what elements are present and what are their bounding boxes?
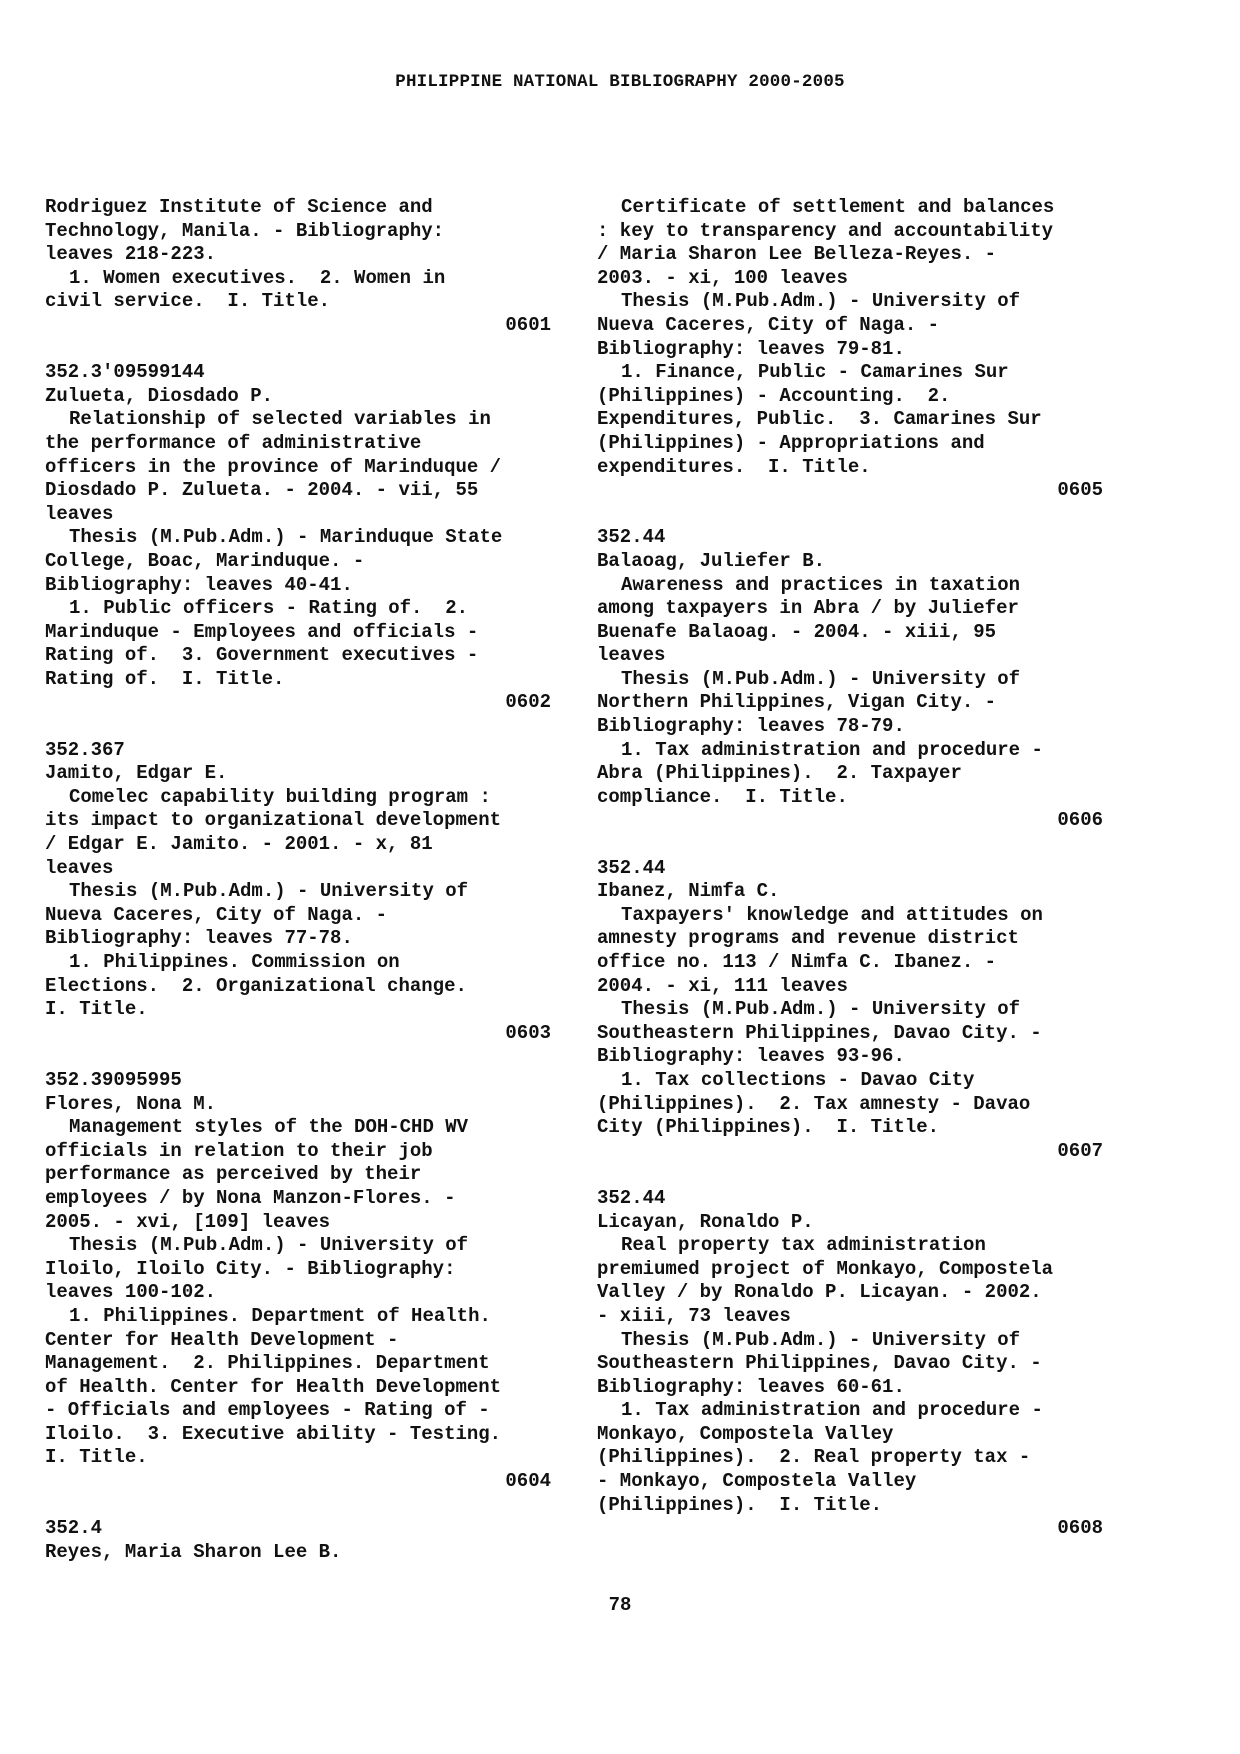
entry-description-line: 2005. - xvi, [109] leaves: [45, 1210, 331, 1233]
entry-separator: [45, 1045, 551, 1069]
entry-separator: [597, 833, 1103, 857]
left-column: [45, 196, 551, 1564]
entry-description-line: Management styles of the DOH-CHD WV: [69, 1116, 469, 1139]
entry-author: Reyes, Maria Sharon Lee B.: [45, 1540, 342, 1563]
entry-number: 0602: [505, 691, 551, 714]
bibliography-entry: [597, 526, 1103, 833]
entry-description-line: Buenafe Balaoag. - 2004. - xiii, 95: [597, 620, 997, 643]
entry-number: 0601: [505, 313, 551, 336]
entry-subjects-line: 1. Philippines. Commission on: [69, 951, 400, 973]
entry-description-line: Relationship of selected variables in: [69, 408, 491, 431]
entry-description-line: - xiii, 73 leaves: [597, 1304, 791, 1327]
entry-description-line: / Maria Sharon Lee Belleza-Reyes. -: [597, 243, 997, 266]
entry-author: Jamito, Edgar E.: [45, 762, 228, 785]
entry-note-line: Bibliography: leaves 60-61.: [597, 1375, 905, 1398]
call-number: 352.44: [597, 856, 666, 879]
entry-note-line: Thesis (M.Pub.Adm.) - University of: [621, 1328, 1021, 1351]
entry-subjects-line: - Monkayo, Compostela Valley: [597, 1470, 917, 1493]
entry-note-line: Thesis (M.Pub.Adm.) - Marinduque State: [69, 526, 503, 549]
entry-subjects-line: Expenditures, Public. 3. Camarines Sur: [597, 408, 1042, 431]
entry-subjects-line: I. Title.: [45, 1446, 148, 1469]
entry-subjects-line: 1. Finance, Public - Camarines Sur: [621, 361, 1009, 384]
entry-note-line: Bibliography: leaves 78-79.: [597, 715, 905, 738]
call-number: 352.44: [597, 1186, 666, 1209]
entry-subjects-line: Monkayo, Compostela Valley: [597, 1422, 894, 1445]
entry-note-line: Nueva Caceres, City of Naga. -: [597, 313, 940, 336]
entry-note-line: Bibliography: leaves 79-81.: [597, 337, 905, 360]
entry-subjects-line: 1. Tax administration and procedure -: [621, 738, 1043, 761]
entry-number: 0604: [505, 1470, 551, 1493]
entry-author: Licayan, Ronaldo P.: [597, 1210, 814, 1233]
entry-subjects-line: 1. Public officers - Rating of. 2.: [69, 597, 469, 620]
entry-description-line: premiumed project of Monkayo, Compostela: [597, 1257, 1054, 1280]
entry-note-line: Southeastern Philippines, Davao City. -: [597, 1352, 1042, 1375]
running-head: PHILIPPINE NATIONAL BIBLIOGRAPHY 2000-2005: [395, 72, 845, 92]
entry-number: 0605: [1057, 479, 1103, 502]
entry-separator: [45, 338, 551, 362]
entry-description-line: / Edgar E. Jamito. - 2001. - x, 81: [45, 833, 433, 856]
entry-note-line: Northern Philippines, Vigan City. -: [597, 691, 997, 714]
entry-subjects-line: City (Philippines). I. Title.: [597, 1116, 940, 1139]
entry-description-line: performance as perceived by their: [45, 1163, 422, 1186]
entry-subjects-line: expenditures. I. Title.: [597, 455, 871, 478]
entry-subjects-line: (Philippines). 2. Real property tax -: [597, 1446, 1031, 1469]
entry-subjects-line: compliance. I. Title.: [597, 785, 848, 808]
bibliography-entry: [597, 857, 1103, 1164]
entry-line: Rodriguez Institute of Science and: [45, 196, 433, 218]
entry-note-line: leaves 100-102.: [45, 1281, 217, 1304]
entry-subjects-line: - Officials and employees - Rating of -: [45, 1399, 490, 1422]
call-number: 352.4: [45, 1517, 103, 1540]
entry-description-line: leaves: [597, 644, 666, 667]
entry-note-line: Iloilo, Iloilo City. - Bibliography:: [45, 1257, 456, 1280]
entry-subjects-line: 1. Philippines. Department of Health.: [69, 1304, 491, 1327]
entry-line: leaves 218-223.: [45, 243, 217, 266]
entry-description-line: leaves: [45, 502, 114, 525]
page-number: 78: [608, 1594, 632, 1616]
continued-entry: [45, 196, 551, 338]
entry-description-line: Real property tax administration: [621, 1234, 986, 1257]
entry-description-line: Taxpayers' knowledge and attitudes on: [621, 903, 1043, 926]
call-number: 352.39095995: [45, 1068, 182, 1091]
entry-description-line: Certificate of settlement and balances: [621, 196, 1055, 218]
entry-description-line: leaves: [45, 856, 114, 879]
entry-author: Flores, Nona M.: [45, 1092, 217, 1115]
entry-number: 0608: [1057, 1517, 1103, 1540]
entry-number: 0603: [505, 1021, 551, 1044]
entry-number: 0606: [1057, 809, 1103, 832]
entry-description-line: amnesty programs and revenue district: [597, 927, 1019, 950]
entry-note-line: Thesis (M.Pub.Adm.) - University of: [621, 998, 1021, 1021]
entry-separator: [45, 715, 551, 739]
entry-subjects-line: I. Title.: [45, 998, 148, 1021]
entry-subjects-line: (Philippines) - Appropriations and: [597, 431, 985, 454]
entry-description-line: its impact to organizational development: [45, 809, 502, 832]
call-number: 352.367: [45, 738, 125, 761]
entry-description-line: Awareness and practices in taxation: [621, 573, 1021, 596]
entry-author: Ibanez, Nimfa C.: [597, 880, 780, 903]
entry-subjects-line: (Philippines). I. Title.: [597, 1493, 883, 1516]
entry-description-line: employees / by Nona Manzon-Flores. -: [45, 1186, 456, 1209]
entry-subjects-line: Rating of. I. Title.: [45, 667, 285, 690]
entry-subjects-line: Iloilo. 3. Executive ability - Testing.: [45, 1422, 502, 1445]
entry-separator: [597, 503, 1103, 527]
bibliography-entry: [45, 1069, 551, 1494]
entry-subjects-line: Management. 2. Philippines. Department: [45, 1352, 490, 1375]
bibliography-entry: [45, 1517, 551, 1564]
bibliography-entry: [45, 739, 551, 1046]
entry-separator: [597, 1163, 1103, 1187]
entry-note-line: Bibliography: leaves 93-96.: [597, 1045, 905, 1068]
entry-author: Balaoag, Juliefer B.: [597, 549, 826, 572]
entry-note-line: Thesis (M.Pub.Adm.) - University of: [69, 880, 469, 903]
entry-description-line: office no. 113 / Nimfa C. Ibanez. -: [597, 951, 997, 973]
entry-subjects-line: (Philippines) - Accounting. 2.: [597, 384, 951, 407]
entry-subjects-line: 1. Tax collections - Davao City: [621, 1068, 975, 1091]
entry-subjects-line: 1. Tax administration and procedure -: [621, 1399, 1043, 1422]
bibliography-entry: [45, 361, 551, 715]
entry-subjects-line: Marinduque - Employees and officials -: [45, 620, 479, 643]
entry-line: Technology, Manila. - Bibliography:: [45, 219, 445, 242]
entry-separator: [45, 1494, 551, 1518]
entry-note-line: Thesis (M.Pub.Adm.) - University of: [69, 1234, 469, 1257]
entry-description-line: among taxpayers in Abra / by Juliefer: [597, 597, 1019, 620]
entry-subjects-line: Elections. 2. Organizational change.: [45, 974, 467, 997]
entry-note-line: Thesis (M.Pub.Adm.) - University of: [621, 290, 1021, 313]
entry-note-line: Thesis (M.Pub.Adm.) - University of: [621, 667, 1021, 690]
entry-line: civil service. I. Title.: [45, 290, 331, 313]
entry-description-line: Diosdado P. Zulueta. - 2004. - vii, 55: [45, 479, 479, 502]
bibliography-entry: [597, 1187, 1103, 1541]
entry-description-line: the performance of administrative: [45, 431, 422, 454]
entry-line: 1. Women executives. 2. Women in: [69, 266, 446, 289]
entry-subjects-line: Abra (Philippines). 2. Taxpayer: [597, 762, 962, 785]
right-column: [597, 196, 1103, 1541]
entry-note-line: Bibliography: leaves 77-78.: [45, 927, 353, 950]
call-number: 352.3'09599144: [45, 361, 205, 384]
entry-description-line: : key to transparency and accountability: [597, 219, 1054, 242]
entry-note-line: Bibliography: leaves 40-41.: [45, 573, 353, 596]
entry-description-line: officials in relation to their job: [45, 1139, 433, 1162]
entry-note-line: Nueva Caceres, City of Naga. -: [45, 903, 388, 926]
continued-entry: [597, 196, 1103, 503]
entry-subjects-line: Center for Health Development -: [45, 1328, 399, 1351]
entry-subjects-line: (Philippines). 2. Tax amnesty - Davao: [597, 1092, 1031, 1115]
entry-author: Zulueta, Diosdado P.: [45, 384, 274, 407]
entry-subjects-line: of Health. Center for Health Development: [45, 1375, 502, 1398]
entry-subjects-line: Rating of. 3. Government executives -: [45, 644, 479, 667]
entry-description-line: 2003. - xi, 100 leaves: [597, 266, 848, 289]
entry-number: 0607: [1057, 1139, 1103, 1162]
entry-description-line: Valley / by Ronaldo P. Licayan. - 2002.: [597, 1281, 1042, 1304]
call-number: 352.44: [597, 526, 666, 549]
entry-description-line: 2004. - xi, 111 leaves: [597, 974, 848, 997]
entry-description-line: Comelec capability building program :: [69, 785, 491, 808]
entry-description-line: officers in the province of Marinduque /: [45, 455, 502, 478]
entry-note-line: College, Boac, Marinduque. -: [45, 549, 365, 572]
entry-note-line: Southeastern Philippines, Davao City. -: [597, 1021, 1042, 1044]
